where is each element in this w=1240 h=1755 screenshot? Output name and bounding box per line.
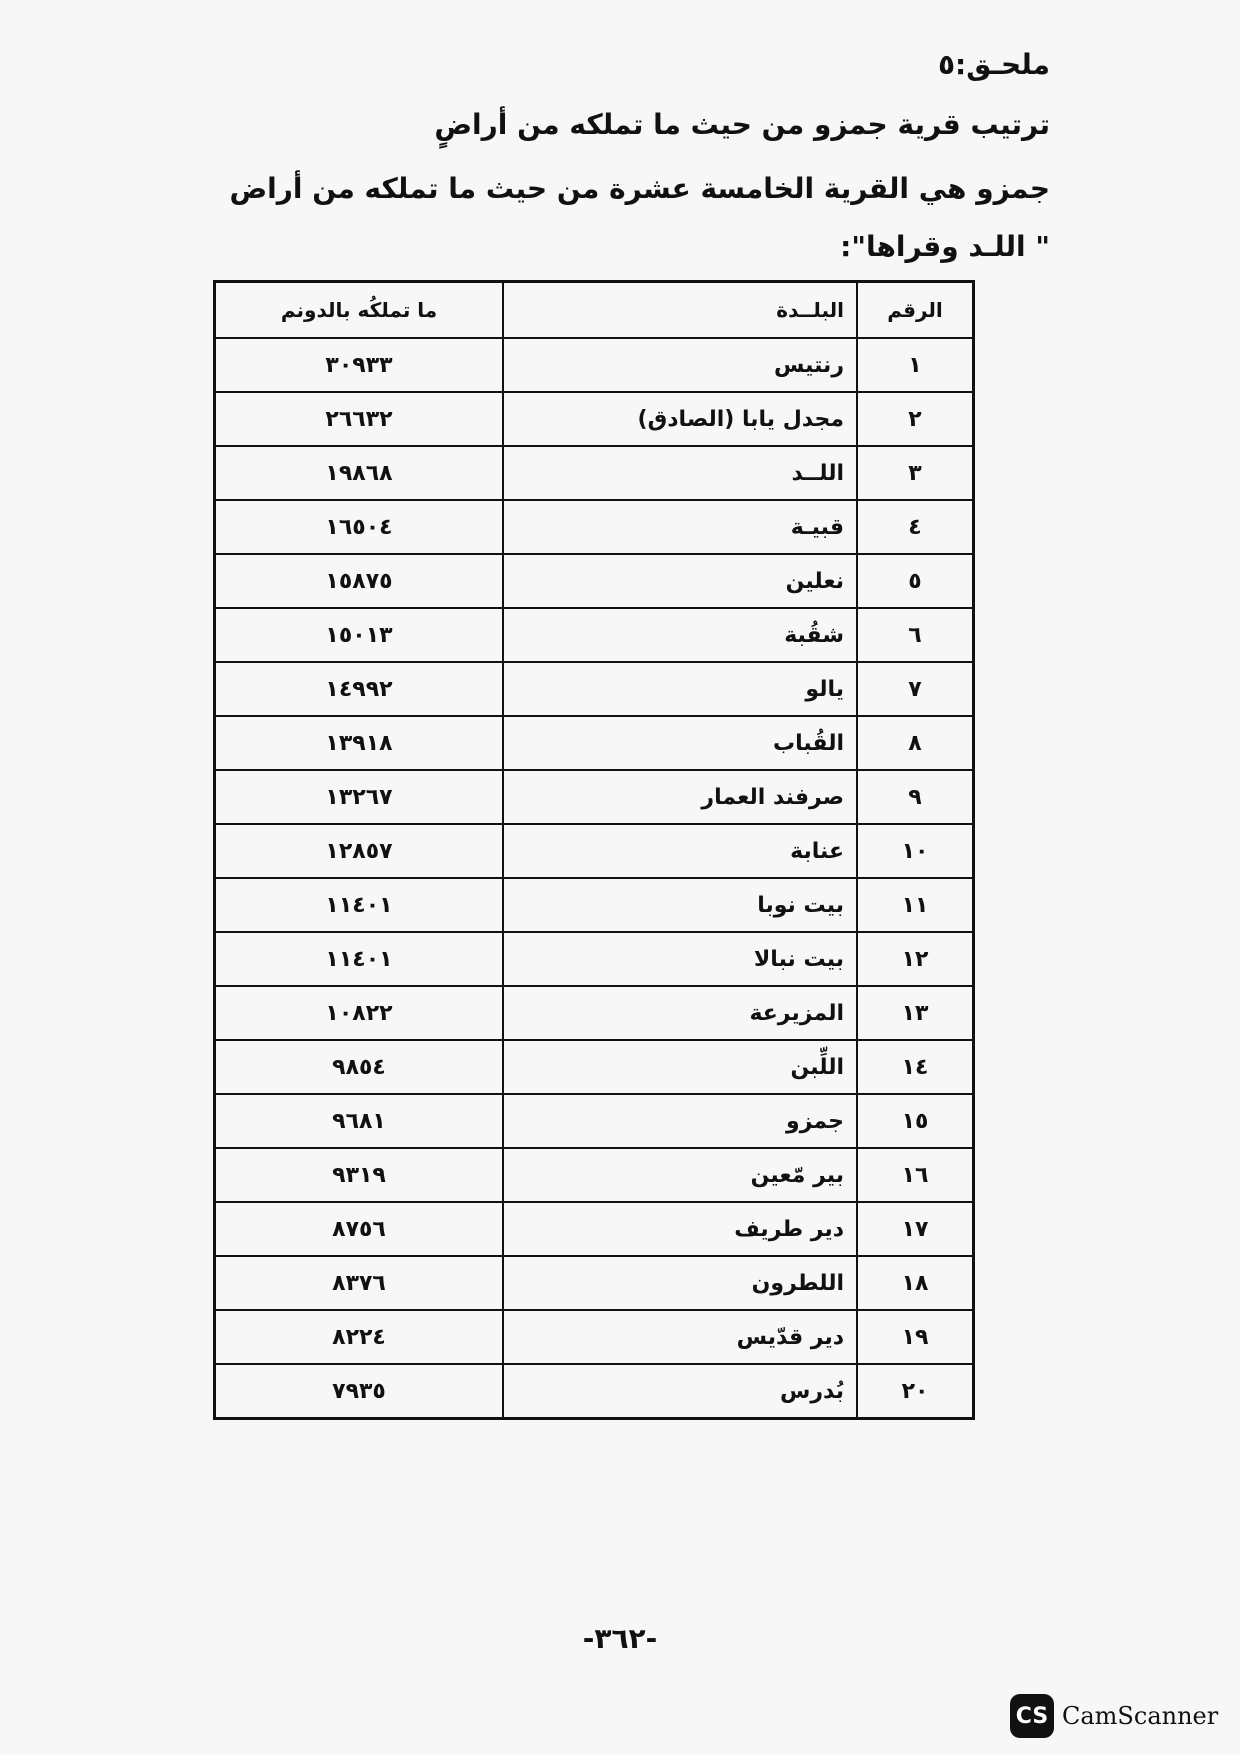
- town-name-cell: بيت نوبا: [503, 878, 857, 932]
- row-number-cell: ٧: [857, 662, 974, 716]
- camscanner-icon: CS: [1010, 1694, 1054, 1738]
- table-row: [215, 1310, 974, 1364]
- land-area-cell: ٧٩٣٥: [215, 1364, 504, 1419]
- table-row: [215, 1148, 974, 1202]
- row-number-cell: ٢٠: [857, 1364, 974, 1419]
- row-number-cell: ١: [857, 338, 974, 392]
- town-name-cell: يالو: [503, 662, 857, 716]
- town-name-cell: رنتيس: [503, 338, 857, 392]
- town-name-cell: دير قدّيس: [503, 1310, 857, 1364]
- town-name-cell: دير طريف: [503, 1202, 857, 1256]
- town-name-cell: جمزو: [503, 1094, 857, 1148]
- row-number-cell: ١٨: [857, 1256, 974, 1310]
- row-number-cell: ١٠: [857, 824, 974, 878]
- table-row: [215, 986, 974, 1040]
- header-num: الرقم: [857, 282, 974, 339]
- row-number-cell: ٩: [857, 770, 974, 824]
- table-row: [215, 1202, 974, 1256]
- row-number-cell: ١٣: [857, 986, 974, 1040]
- land-area-cell: ٩٣١٩: [215, 1148, 504, 1202]
- table-row: [215, 1094, 974, 1148]
- land-area-cell: ١٦٥٠٤: [215, 500, 504, 554]
- page-number: -٣٦٢-: [582, 1622, 658, 1655]
- land-area-cell: ١٣٩١٨: [215, 716, 504, 770]
- table-row: [215, 824, 974, 878]
- header-area: ما تملكُه بالدونم: [215, 282, 504, 339]
- town-name-cell: المزيرعة: [503, 986, 857, 1040]
- table-header-row: [215, 282, 974, 339]
- table-row: [215, 608, 974, 662]
- table-row: [215, 446, 974, 500]
- row-number-cell: ٤: [857, 500, 974, 554]
- town-name-cell: القُباب: [503, 716, 857, 770]
- town-name-cell: بُدرس: [503, 1364, 857, 1419]
- land-area-cell: ٨٣٧٦: [215, 1256, 504, 1310]
- land-area-cell: ١٩٨٦٨: [215, 446, 504, 500]
- row-number-cell: ١٧: [857, 1202, 974, 1256]
- town-name-cell: مجدل يابا (الصادق): [503, 392, 857, 446]
- row-number-cell: ٦: [857, 608, 974, 662]
- table-row: [215, 500, 974, 554]
- town-name-cell: اللِّبن: [503, 1040, 857, 1094]
- land-area-cell: ٣٠٩٣٣: [215, 338, 504, 392]
- town-name-cell: بير مّعين: [503, 1148, 857, 1202]
- camscanner-name: CamScanner: [1062, 1702, 1219, 1730]
- row-number-cell: ١٢: [857, 932, 974, 986]
- land-area-cell: ٨٧٥٦: [215, 1202, 504, 1256]
- land-area-cell: ١٤٩٩٢: [215, 662, 504, 716]
- row-number-cell: ٥: [857, 554, 974, 608]
- town-name-cell: اللطرون: [503, 1256, 857, 1310]
- land-area-cell: ٩٦٨١: [215, 1094, 504, 1148]
- intro-line-continued: " اللـد وقراها":: [840, 230, 1050, 263]
- table-row: [215, 878, 974, 932]
- table-row: [215, 932, 974, 986]
- table-row: [215, 770, 974, 824]
- town-name-cell: قبيـة: [503, 500, 857, 554]
- town-name-cell: عنابة: [503, 824, 857, 878]
- header-town: البلــدة: [503, 282, 857, 339]
- row-number-cell: ١٩: [857, 1310, 974, 1364]
- row-number-cell: ٨: [857, 716, 974, 770]
- land-area-cell: ٨٢٢٤: [215, 1310, 504, 1364]
- land-area-cell: ١١٤٠١: [215, 932, 504, 986]
- row-number-cell: ١٥: [857, 1094, 974, 1148]
- land-area-cell: ١٠٨٢٢: [215, 986, 504, 1040]
- camscanner-watermark: [1010, 1693, 1218, 1739]
- appendix-label: ملحـق:٥: [937, 48, 1050, 81]
- table-row: [215, 662, 974, 716]
- row-number-cell: ١٤: [857, 1040, 974, 1094]
- table-row: [215, 554, 974, 608]
- row-number-cell: ٢: [857, 392, 974, 446]
- land-area-cell: ٢٦٦٣٢: [215, 392, 504, 446]
- row-number-cell: ٣: [857, 446, 974, 500]
- land-area-cell: ١١٤٠١: [215, 878, 504, 932]
- row-number-cell: ١٦: [857, 1148, 974, 1202]
- table-row: [215, 338, 974, 392]
- document-title: ترتيب قرية جمزو من حيث ما تملكه من أراضٍ: [434, 108, 1050, 141]
- land-area-cell: ١٥٨٧٥: [215, 554, 504, 608]
- town-name-cell: بيت نبالا: [503, 932, 857, 986]
- town-name-cell: شقُبة: [503, 608, 857, 662]
- land-ranking-table: [213, 280, 975, 1420]
- table-row: [215, 1364, 974, 1419]
- table-row: [215, 716, 974, 770]
- table-body: [215, 338, 974, 1419]
- town-name-cell: نعلين: [503, 554, 857, 608]
- table-row: [215, 392, 974, 446]
- row-number-cell: ١١: [857, 878, 974, 932]
- town-name-cell: اللــد: [503, 446, 857, 500]
- land-area-cell: ٩٨٥٤: [215, 1040, 504, 1094]
- town-name-cell: صرفند العمار: [503, 770, 857, 824]
- land-area-cell: ١٣٢٦٧: [215, 770, 504, 824]
- table-row: [215, 1256, 974, 1310]
- intro-line: جمزو هي القرية الخامسة عشرة من حيث ما تملكه من أراض: [229, 172, 1050, 205]
- table-row: [215, 1040, 974, 1094]
- land-area-cell: ١٥٠١٣: [215, 608, 504, 662]
- land-area-cell: ١٢٨٥٧: [215, 824, 504, 878]
